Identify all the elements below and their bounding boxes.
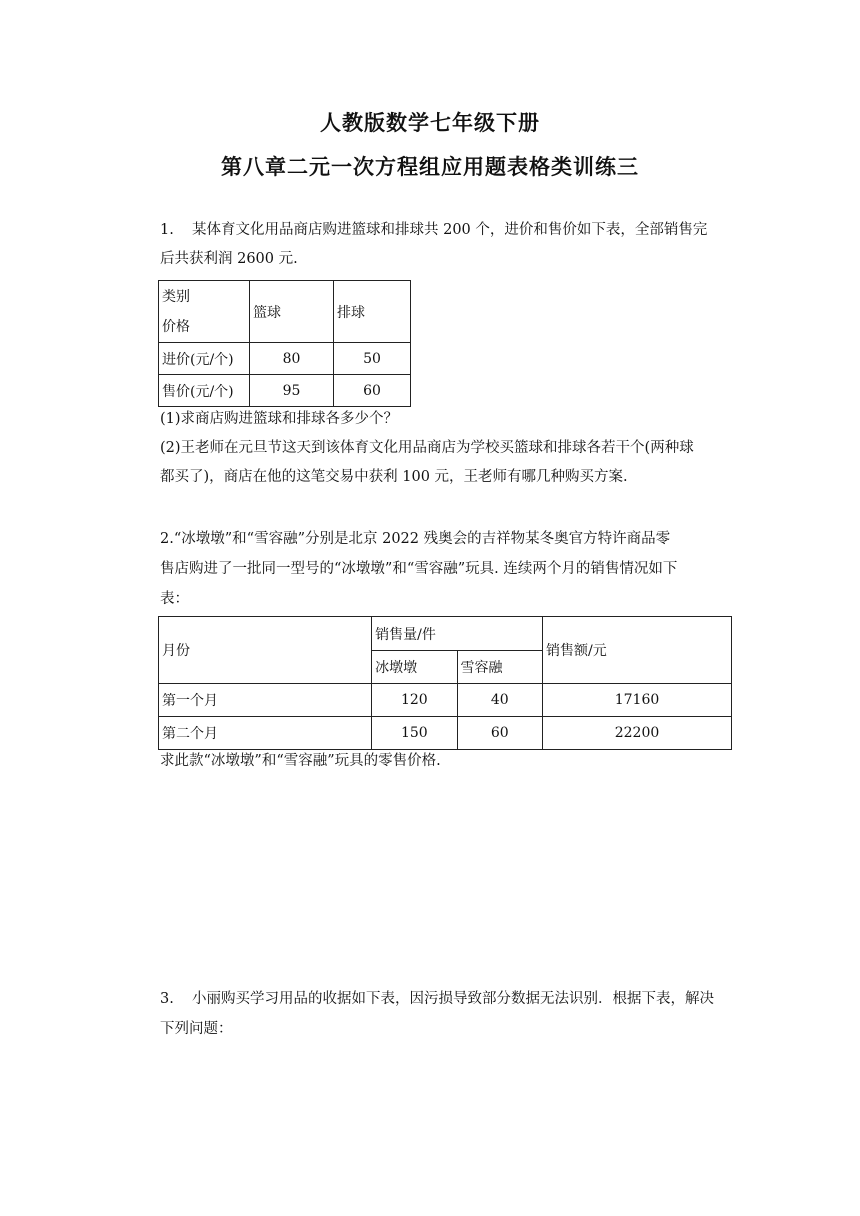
table-header-volleyball: 排球 xyxy=(334,281,411,343)
question-1-subquestions xyxy=(160,405,735,492)
table-header-month: 月份 xyxy=(159,617,372,684)
cell-value: 60 xyxy=(457,717,542,750)
cell-value: 22200 xyxy=(542,717,731,750)
row-label: 第一个月 xyxy=(159,684,372,717)
cell-value: 17160 xyxy=(542,684,731,717)
cell-value: 120 xyxy=(372,684,457,717)
table-row xyxy=(159,343,411,375)
subquestion-1: (1)求商店购进篮球和排球各多少个？ xyxy=(160,411,399,427)
question-2-number: 2. xyxy=(160,531,174,547)
question-3-text xyxy=(160,984,735,1044)
question-1-number: 1. xyxy=(160,222,174,238)
question-1-line2: 后共获利润 2600 元. xyxy=(160,251,298,267)
table-header-quantity: 销售量/件 xyxy=(372,617,543,651)
cell-value: 50 xyxy=(334,343,411,375)
table-row xyxy=(159,717,732,750)
question-3-line2: 下列问题： xyxy=(160,1021,233,1037)
table-header-amount: 销售额/元 xyxy=(542,617,731,684)
question-1-text xyxy=(160,216,735,274)
cell-value: 80 xyxy=(250,343,334,375)
cell-value: 40 xyxy=(457,684,542,717)
question-2-line1: “冰墩墩”和“雪容融”分别是北京 2022 残奥会的吉祥物某冬奥官方特许商品零 xyxy=(173,531,671,547)
cell-value: 60 xyxy=(334,375,411,407)
question-2-table xyxy=(158,616,732,750)
table-row xyxy=(159,375,411,407)
table-header-category: 类别 价格 xyxy=(159,281,250,343)
table-header-basketball: 篮球 xyxy=(250,281,334,343)
question-2-line2: 售店购进了一批同一型号的“冰墩墩”和“雪容融”玩具. 连续两个月的销售情况如下 xyxy=(160,561,678,577)
question-2-text xyxy=(160,524,735,614)
subquestion-2-line2: 都买了)，商店在他的这笔交易中获利 100 元，王老师有哪几种购买方案. xyxy=(160,469,628,485)
subquestion-2-line1: (2)王老师在元旦节这天到该体育文化用品商店为学校买篮球和排球各若干个(两种球 xyxy=(160,440,694,456)
row-label: 进价(元/个) xyxy=(159,343,250,375)
question-3-number: 3. xyxy=(160,991,174,1007)
table-header-shueyrhonrhon: 雪容融 xyxy=(457,651,542,684)
question-2-line3: 表： xyxy=(160,591,189,607)
question-1-table xyxy=(158,280,411,407)
cell-value: 150 xyxy=(372,717,457,750)
question-2-question: 求此款“冰墩墩”和“雪容融”玩具的零售价格. xyxy=(160,753,441,769)
document-subtitle: 第八章二元一次方程组应用题表格类训练三 xyxy=(221,155,639,179)
row-label: 第二个月 xyxy=(159,717,372,750)
table-header-bingdwendwen: 冰墩墩 xyxy=(372,651,457,684)
document-title: 人教版数学七年级下册 xyxy=(320,111,540,135)
cell-value: 95 xyxy=(250,375,334,407)
row-label: 售价(元/个) xyxy=(159,375,250,407)
question-3-line1: 小丽购买学习用品的收据如下表，因污损导致部分数据无法识别．根据下表，解决 xyxy=(192,991,714,1007)
table-row xyxy=(159,684,732,717)
question-1-line1: 某体育文化用品商店购进篮球和排球共 200 个，进价和售价如下表，全部销售完 xyxy=(192,222,708,238)
